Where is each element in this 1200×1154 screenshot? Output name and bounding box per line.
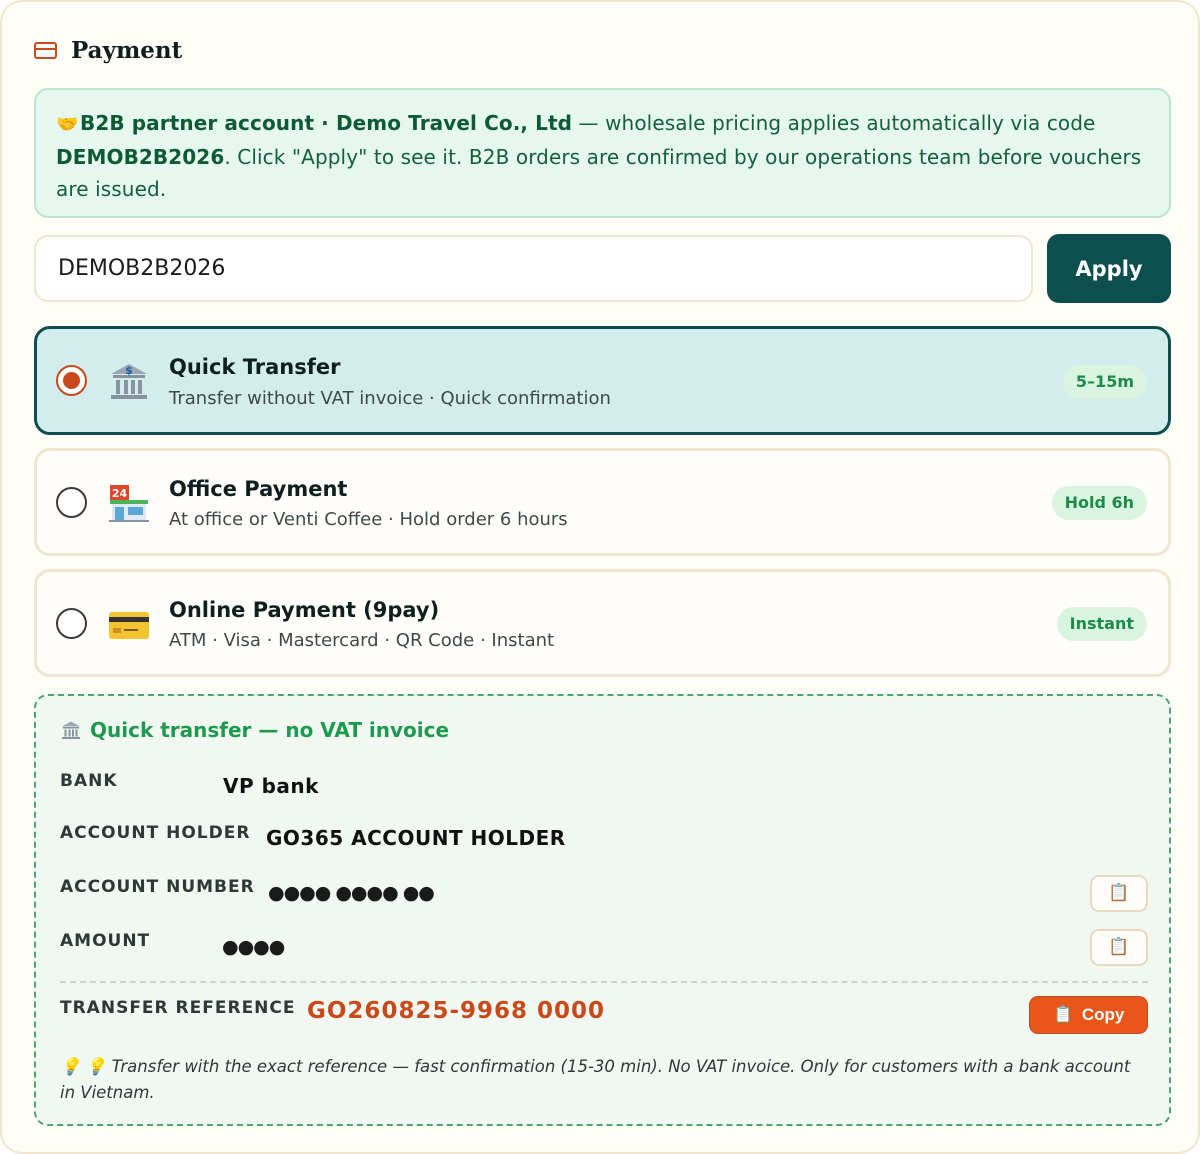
account-number-value: ●●●● ●●●● ●●: [268, 882, 434, 904]
bank-value: VP bank: [223, 774, 319, 798]
credit-card-icon: [34, 42, 57, 59]
bank-icon: [107, 361, 151, 401]
account-number-label: ACCOUNT NUMBER: [60, 877, 255, 897]
transfer-footnote: 💡 💡 Transfer with the exact reference — fast confirmation (15-30 min). No VAT invoice. Only for customers with a bank account in Vietnam.: [60, 1057, 1131, 1102]
bank-icon: [60, 720, 82, 740]
amount-label: AMOUNT: [60, 931, 151, 951]
copy-account-number-button[interactable]: [1090, 875, 1148, 912]
account-holder-label: ACCOUNT HOLDER: [60, 823, 251, 843]
clipboard-icon: 📋: [1052, 1005, 1074, 1024]
payment-method-office[interactable]: [34, 448, 1171, 556]
hold-badge: Hold 6h: [1052, 486, 1147, 520]
payment-header: [34, 34, 182, 66]
method-subtitle: At office or Venti Coffee · Hold order 6 hours: [169, 509, 568, 530]
store-24h-icon: [107, 483, 151, 523]
notice-text-1: — wholesale pricing applies automatically via code: [572, 111, 1096, 135]
transfer-reference-label: TRANSFER REFERENCE: [60, 998, 296, 1018]
payment-method-quick-transfer[interactable]: [34, 326, 1171, 435]
svg-text:$: $: [125, 364, 133, 377]
method-subtitle: Transfer without VAT invoice · Quick confirmation: [169, 388, 611, 409]
clipboard-icon: 📋: [1108, 883, 1130, 903]
clipboard-icon: 📋: [1108, 937, 1130, 957]
transfer-details: [34, 694, 1171, 1126]
amount-value: ●●●●: [222, 936, 285, 958]
credit-card-icon: [107, 606, 151, 646]
copy-reference-button[interactable]: [1029, 996, 1148, 1034]
divider: [60, 981, 1148, 983]
instant-badge: Instant: [1057, 607, 1147, 641]
method-subtitle: ATM · Visa · Mastercard · QR Code · Instant: [169, 630, 555, 651]
copy-amount-button[interactable]: [1090, 929, 1148, 966]
b2b-account-label: B2B partner account · Demo Travel Co., Ltd: [80, 111, 573, 135]
notice-text-2: . Click "Apply" to see it. B2B orders are confirmed by our operations team before vouchers are issued.: [56, 145, 1142, 201]
radio-online-payment[interactable]: [56, 608, 87, 639]
coupon-input[interactable]: [34, 235, 1033, 302]
copy-label: Copy: [1081, 1005, 1125, 1024]
transfer-heading: [60, 718, 449, 742]
radio-office-payment[interactable]: [56, 487, 87, 518]
b2b-notice: [34, 88, 1171, 218]
time-badge: 5–15m: [1063, 365, 1147, 399]
payment-method-online-9pay[interactable]: [34, 569, 1171, 677]
apply-button[interactable]: Apply: [1047, 234, 1171, 303]
promo-code: DEMOB2B2026: [56, 145, 225, 169]
radio-quick-transfer[interactable]: [56, 365, 87, 396]
svg-text:24: 24: [111, 487, 128, 500]
method-title: Online Payment (9pay): [169, 598, 440, 622]
bank-label: BANK: [60, 771, 118, 791]
transfer-heading-text: Quick transfer — no VAT invoice: [90, 718, 450, 742]
account-holder-value: GO365 ACCOUNT HOLDER: [266, 826, 566, 850]
method-title: Office Payment: [169, 477, 348, 501]
transfer-reference-value: GO260825-9968 0000: [307, 998, 606, 1024]
method-title: Quick Transfer: [169, 355, 341, 379]
handshake-icon: 🤝: [56, 114, 79, 135]
page-title: Payment: [71, 36, 183, 64]
